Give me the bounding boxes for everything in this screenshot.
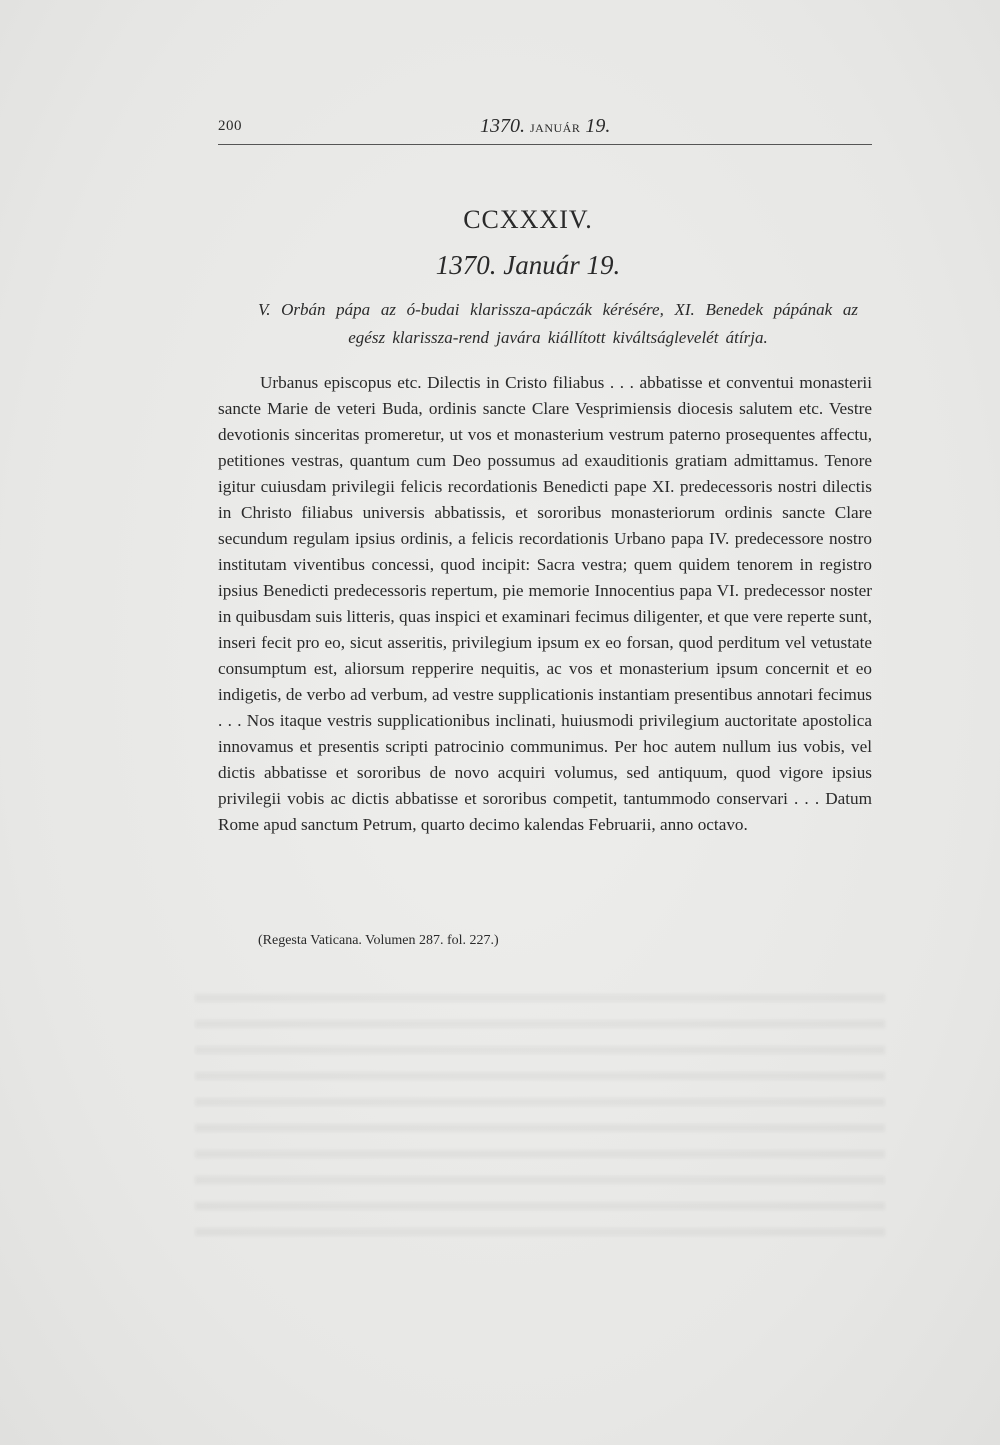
running-header: [218, 115, 872, 145]
running-title: [480, 115, 610, 138]
page-number: 200: [218, 118, 242, 134]
running-title-day: 19.: [585, 115, 611, 137]
document-date: 1370. Január 19.: [435, 250, 621, 280]
document-number: CCXXXIV.: [463, 205, 593, 234]
running-title-month: JANUÁR: [530, 121, 581, 135]
bleed-through-texture: [195, 980, 885, 1240]
source-citation: (Regesta Vaticana. Volumen 287. fol. 227.): [258, 933, 499, 948]
document-summary: V. Orbán pápa az ó-budai klarissza-apáczák kérésére, XI. Benedek pápának az egész klarissza-rend javára kiállított kiváltságlevelét átírja.: [258, 300, 858, 347]
running-title-year: 1370.: [480, 115, 525, 137]
document-body: Urbanus episcopus etc. Dilectis in Cristo filiabus . . . abbatisse et conventui monasterii sancte Marie de veteri Buda, ordinis sancte Clare Vesprimiensis diocesis salutem etc. Vestre devotionis sinceritas promeretur, ut vos et monasterium vestrum paterno prosequentes affectu, petitiones vestras, quantum cum Deo possumus ad exauditionis gratiam admittamus. Tenore igitur cuiusdam privilegii felicis recordationis Benedicti pape XI. predecessoris nostri dilectis in Christo filiabus universis abbatissis, et sororibus monasteriorum ordinis sancte Clare secundum regulam ipsius ordinis, a felicis recordationis Urbano papa IV. predecessore nostro institutam viventibus concessi, quod incipit: Sacra vestra; quem quidem tenorem in registro ipsius Benedicti predecessoris repertum, pie memorie Innocentius papa VI. predecessor noster in quibusdam suis litteris, quas inspici et examinari fecimus diligenter, et que vere reperte sunt, inseri fecit pro eo, sicut asseritis, privilegium ipsum ex eo forsan, quod perditum vel vetustate consumptum est, aliorsum repperire nequitis, ac vos et monasterium ipsum concernit et eo indigetis, de verbo ad verbum, ad vestre supplicationis instantiam presentibus annotari fecimus . . . Nos itaque vestris supplicationibus inclinati, huiusmodi privilegium auctoritate apostolica innovamus et presentis scripti patrocinio communimus. Per hoc autem nullum ius vobis, vel dictis abbatisse et sororibus de novo acquiri volumus, sed antiquum, quod vigore ipsius privilegii vobis ac dictis abbatisse et sororibus competit, tantummodo conservari . . . Datum Rome apud sanctum Petrum, quarto decimo kalendas Februarii, anno octavo.: [218, 373, 872, 834]
